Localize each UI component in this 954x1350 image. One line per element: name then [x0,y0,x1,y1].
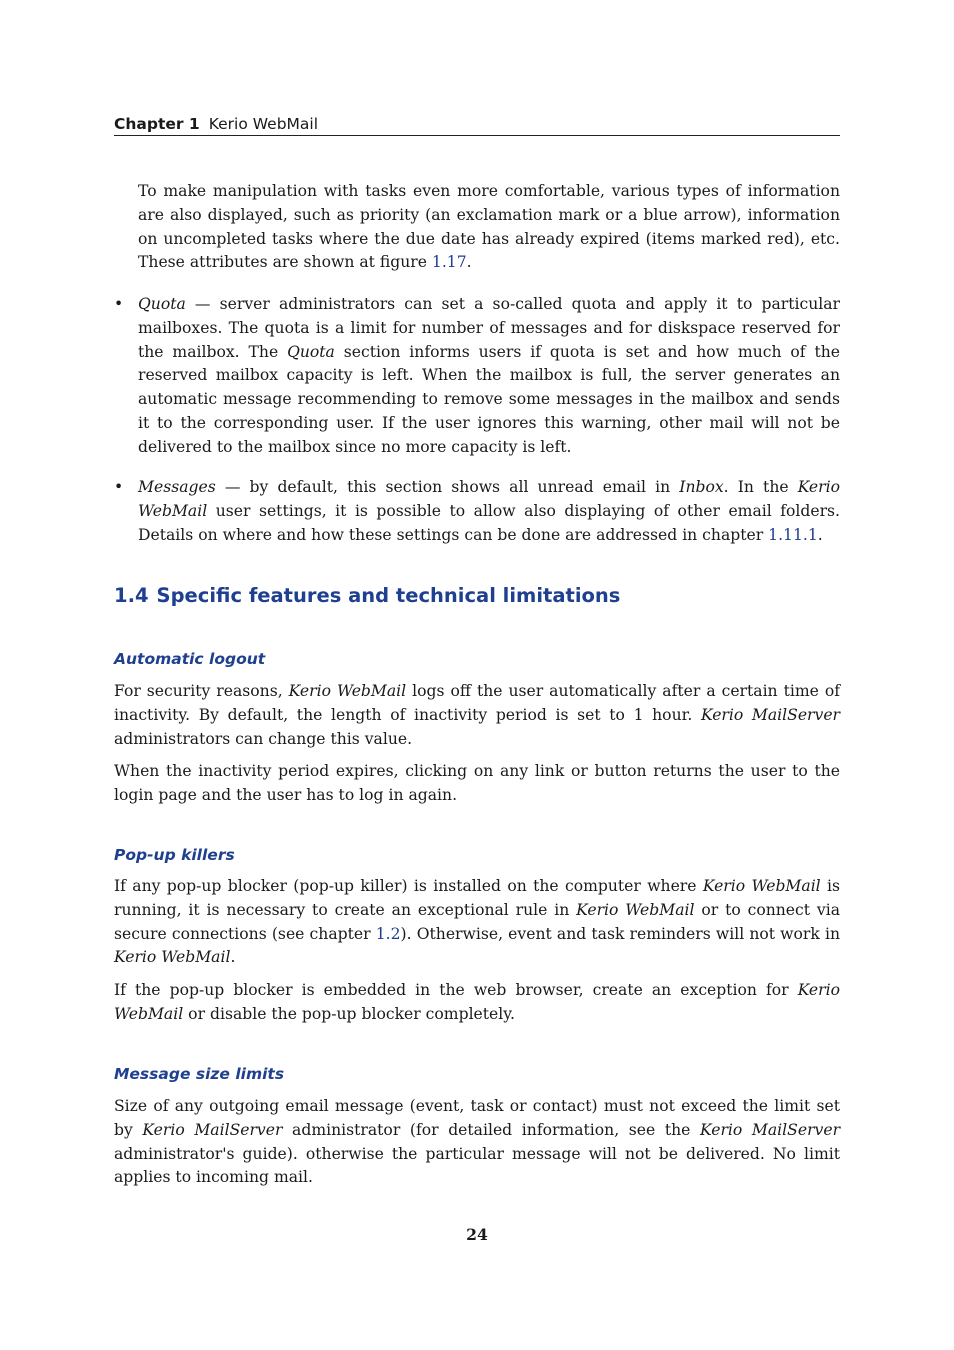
subheading-automatic-logout: Automatic logout [114,650,266,668]
popup-paragraph-1: If any pop-up blocker (pop-up killer) is installed on the computer where Kerio WebMail is running, it is necessary to create an exceptional rule in Kerio WebMail or to connect via secure connections (see chapter 1.2). Otherwise, event and task reminders will not work in Kerio WebMail. [114,877,841,967]
figure-link[interactable]: 1.17 [431,253,467,272]
chapter-label: Chapter 1 [114,115,200,133]
intro-paragraph: To make manipulation with tasks even more comfortable, various types of information are also displayed, such as priority (an exclamation mark or a blue arrow), information on uncompleted tasks where the due date has already expired (items marked red), etc. These attributes are shown at figure 1.17. [138,182,840,272]
popup-paragraph-2: If the pop-up blocker is embedded in the web browser, create an exception for Kerio WebMail or disable the pop-up blocker completely. [114,981,840,1023]
bullet-messages: • Messages — by default, this section shows all unread email in Inbox. In the Kerio WebMail user settings, it is possible to allow also displaying of other email folders. Details on where and how these settings can be done are addressed in chapter 1.11.1. [114,478,840,544]
section-number: 1.4 [114,584,149,607]
bullet-marker: • [114,478,124,496]
chapter-title: Kerio WebMail [208,115,319,133]
auto-logout-paragraph-1: For security reasons, Kerio WebMail logs off the user automatically after a certain time of inactivity. By default, the length of inactivity period is set to 1 hour. Kerio MailServer administrators can change this value. [114,682,841,748]
auto-logout-paragraph-2: When the inactivity period expires, clicking on any link or button returns the user to the login page and the user has to log in again. [114,762,840,804]
size-limits-paragraph: Size of any outgoing email message (event, task or contact) must not exceed the limit set by Kerio MailServer administrator (for detailed information, see the Kerio MailServer administrator's guide). otherwise the particular message will not be delivered. No limit applies to incoming mail. [114,1097,841,1187]
subheading-popup-killers: Pop-up killers [114,846,235,864]
subheading-message-size-limits: Message size limits [114,1065,285,1083]
section-heading [114,583,620,609]
bullet-quota: • Quota — server administrators can set a so-called quota and apply it to particular mailboxes. The quota is a limit for number of messages and for diskspace reserved for the mailbox. The Quota section informs users if quota is set and how much of the reserved mailbox capacity is left. When the mailbox is full, the server generates an automatic message recommending to remove some messages in the mailbox and sends it to the corresponding user. If the user ignores this warning, other mail will not be delivered to the mailbox since no more capacity is left. [114,295,841,456]
running-header [114,114,840,136]
page-number: 24 [466,1225,488,1244]
chapter-link[interactable]: 1.2 [375,924,401,943]
chapter-link[interactable]: 1.11.1 [768,525,818,544]
bullet-marker: • [114,295,124,313]
section-title: Specific features and technical limitations [156,584,621,607]
